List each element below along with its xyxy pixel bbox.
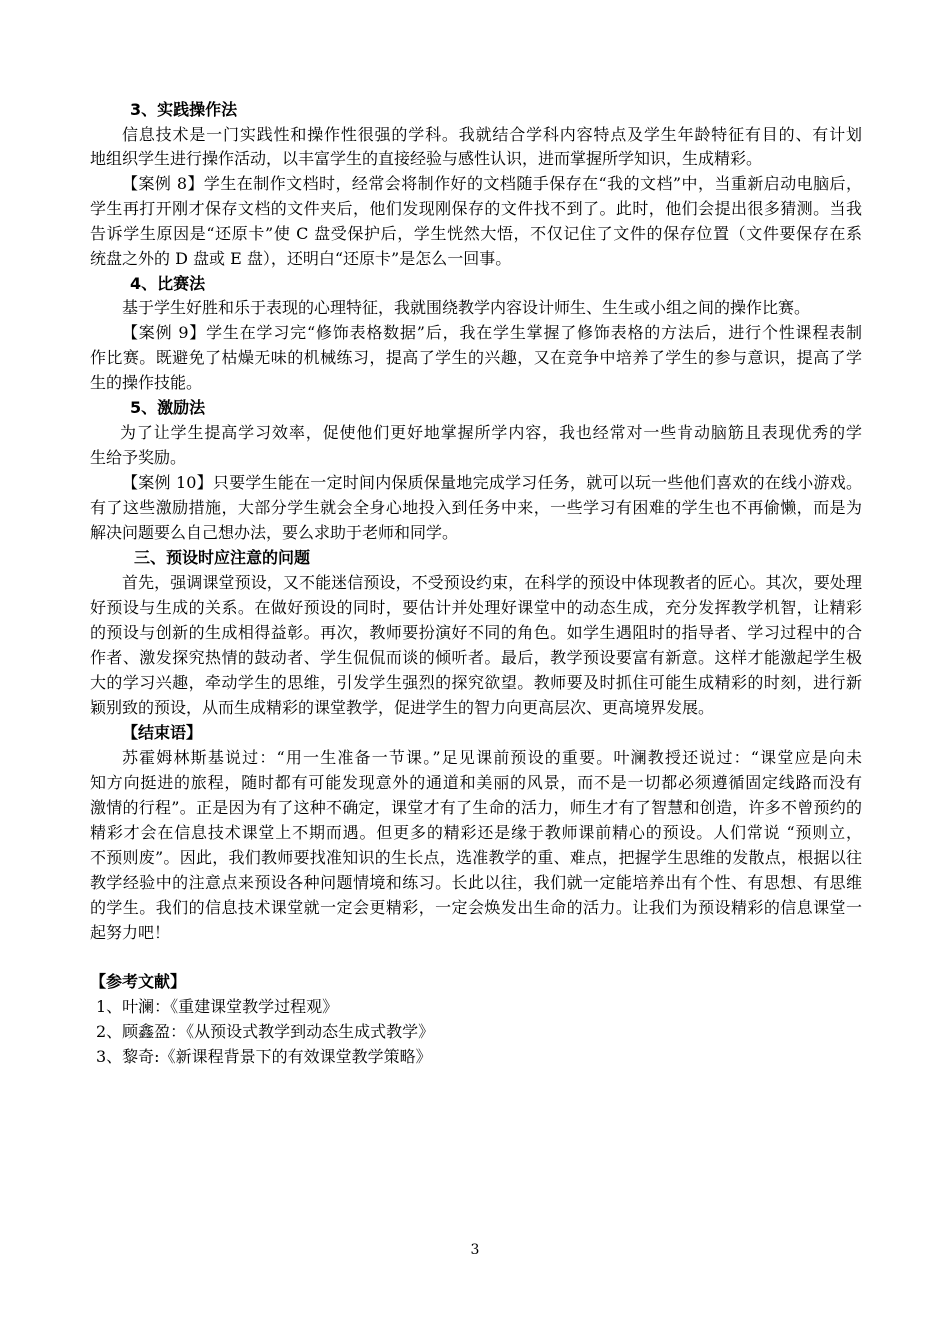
conclusion-heading: 【结束语】 xyxy=(122,723,203,742)
paragraph-line: 好预设与生成的关系。在做好预设的同时，要估计并处理好课堂中的动态生成，充分发挥教学机智，让精彩 xyxy=(90,598,862,617)
case-8-line: 统盘之外的 D 盘或 E 盘），还明白“还原卡”是怎么一回事。 xyxy=(90,249,512,268)
case-8-line: 【案例 8】学生在制作文档时，经常会将制作好的文档随手保存在“我的文档”中，当重新启动电脑后， xyxy=(122,174,862,193)
paragraph-line: 颖别致的预设，从而生成精彩的课堂教学，促进学生的智力向更高层次、更高境界发展。 xyxy=(90,698,715,717)
paragraph-line: 的预设与创新的生成相得益彰。再次，教师要扮演好不同的角色。如学生遇阻时的指导者、学习过程中的合 xyxy=(90,623,862,642)
section-heading-practice: 3、实践操作法 xyxy=(130,100,238,119)
paragraph-line: 基于学生好胜和乐于表现的心理特征，我就围绕教学内容设计师生、生生或小组之间的操作比赛。 xyxy=(122,298,811,317)
paragraph-line: 激情的行程”。正是因为有了这种不确定，课堂才有了生命的活力，师生才有了智慧和创造，许多不曾预约的 xyxy=(90,798,862,817)
reference-item: 2、顾鑫盈：《从预设式教学到动态生成式教学》 xyxy=(96,1022,435,1041)
case-10-line: 解决问题要么自己想办法，要么求助于老师和同学。 xyxy=(90,523,459,542)
page-number: 3 xyxy=(470,1242,480,1258)
case-8-line: 学生再打开刚才保存文档的文件夹后，他们发现刚保存的文件找不到了。此时，他们会提出很多猜测。当我 xyxy=(90,199,862,218)
case-10-line: 【案例 10】只要学生能在一定时间内保质保量地完成学习任务，就可以玩一些他们喜欢的在线小游戏。 xyxy=(122,473,862,492)
paragraph-line: 生给予奖励。 xyxy=(90,448,187,467)
section-heading-incentive: 5、激励法 xyxy=(130,398,206,417)
case-10-line: 有了这些激励措施，大部分学生就会全身心地投入到任务中来，一些学习有困难的学生也不再偷懒，而是为 xyxy=(90,498,862,517)
paragraph-line: 教学经验中的注意点来预设各种问题情境和练习。长此以往，我们就一定能培养出有个性、有思想、有思维 xyxy=(90,873,862,892)
paragraph-line: 为了让学生提高学习效率，促使他们更好地掌握所学内容，我也经常对一些肯动脑筋且表现优秀的学 xyxy=(120,423,862,442)
paragraph-line: 苏霍姆林斯基说过：“用一生准备一节课。”足见课前预设的重要。叶澜教授还说过：“课堂应是向未 xyxy=(122,748,862,767)
paragraph-line: 地组织学生进行操作活动，以丰富学生的直接经验与感性认识，进而掌握所学知识，生成精彩。 xyxy=(90,149,763,168)
case-9-line: 【案例 9】学生在学习完“修饰表格数据”后，我在学生掌握了修饰表格的方法后，进行个性课程表制 xyxy=(122,323,862,342)
references-heading: 【参考文献】 xyxy=(90,972,187,991)
reference-item: 1、叶澜：《重建课堂教学过程观》 xyxy=(96,997,339,1016)
case-9-line: 生的操作技能。 xyxy=(90,373,203,392)
section-heading-competition: 4、比赛法 xyxy=(130,274,206,293)
paragraph-line: 起努力吧！ xyxy=(90,923,171,942)
paragraph-line: 作者、激发探究热情的鼓动者、学生侃侃而谈的倾听者。最后，教学预设要富有新意。这样才能激起学生极 xyxy=(90,648,862,667)
paragraph-line: 大的学习兴趣，牵动学生的思维，引发学生强烈的探究欲望。教师要及时抓住可能生成精彩的时刻，进行新 xyxy=(90,673,862,692)
paragraph-line: 首先，强调课堂预设，又不能迷信预设，不受预设约束，在科学的预设中体现教者的匠心。其次，要处理 xyxy=(122,573,862,592)
paragraph-line: 知方向挺进的旅程，随时都有可能发现意外的通道和美丽的风景，而不是一切都必须遵循固定线路而没有 xyxy=(90,773,862,792)
case-8-line: 告诉学生原因是“还原卡”使 C 盘受保护后，学生恍然大悟，不仅记住了文件的保存位置（文件要保存在系 xyxy=(90,224,862,243)
case-9-line: 作比赛。既避免了枯燥无味的机械练习，提高了学生的兴趣，又在竞争中培养了学生的参与意识，提高了学 xyxy=(90,348,862,367)
paragraph-line: 的学生。我们的信息技术课堂就一定会更精彩，一定会焕发出生命的活力。让我们为预设精彩的信息课堂一 xyxy=(90,898,862,917)
paragraph-line: 不预则废”。因此，我们教师要找准知识的生长点，选准教学的重、难点，把握学生思维的发散点，根据以往 xyxy=(90,848,862,867)
section-heading-preset-issues: 三、预设时应注意的问题 xyxy=(134,548,311,567)
paragraph-line: 信息技术是一门实践性和操作性很强的学科。我就结合学科内容特点及学生年龄特征有目的、有计划 xyxy=(122,125,862,144)
paragraph-line: 精彩才会在信息技术课堂上不期而遇。但更多的精彩还是缘于教师课前精心的预设。人们常说 “预则立， xyxy=(90,823,862,842)
reference-item: 3、黎奇:《新课程背景下的有效课堂教学策略》 xyxy=(96,1047,432,1066)
